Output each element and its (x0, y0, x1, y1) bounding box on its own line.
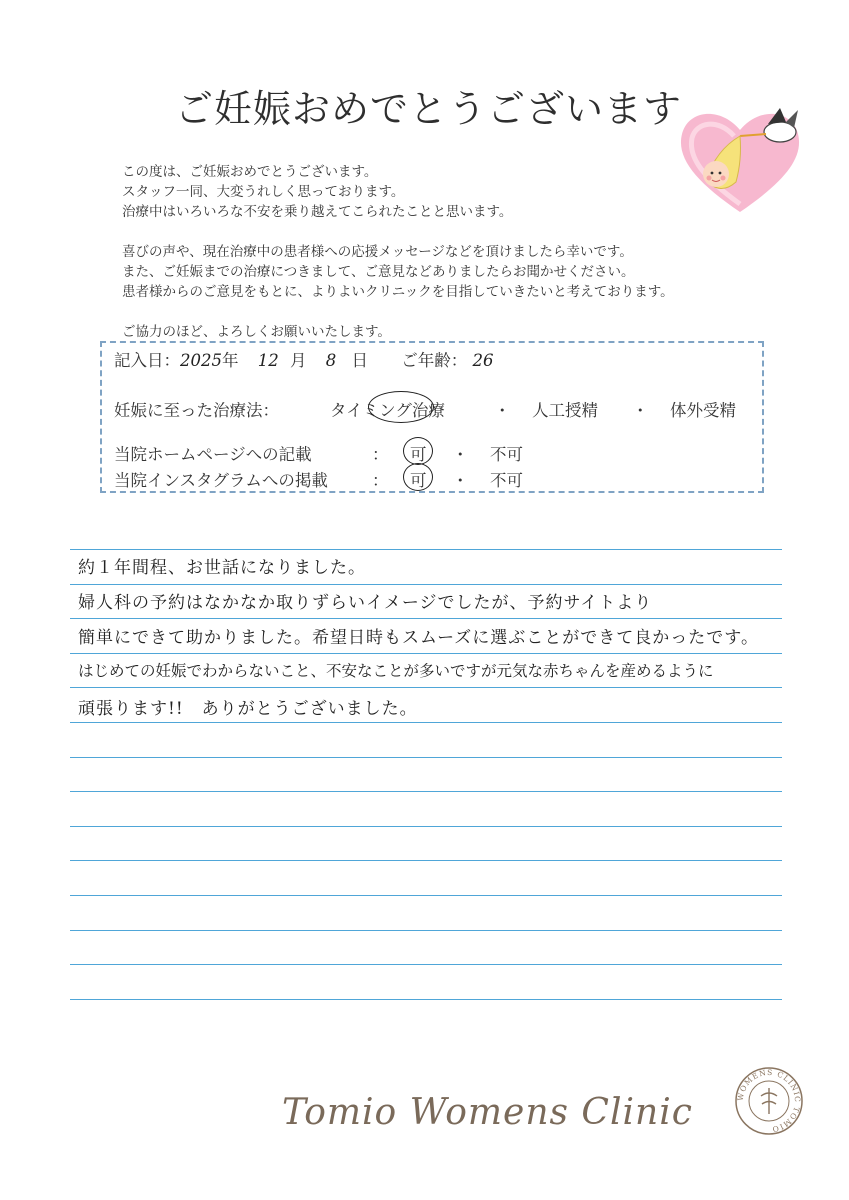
intro-closing: ご協力のほど、よろしくお願いいたします。 (122, 324, 391, 340)
message-line: 簡単にできて助かりました。希望日時もスムーズに選ぶことができて良かったです。 (78, 628, 759, 648)
instagram-label: 当院インスタグラムへの掲載 (114, 471, 328, 490)
questionnaire-box (100, 341, 764, 493)
ruled-line (70, 653, 782, 654)
separator: ・ (452, 471, 469, 490)
date-month[interactable]: 12 (257, 351, 279, 370)
intro-line: 治療中はいろいろな不安を乗り越えてこられたことと思います。 (122, 204, 513, 220)
message-line: 約１年間程、お世話になりました。 (78, 558, 366, 578)
age-label: ご年齢： (401, 351, 468, 370)
colon: ： (372, 445, 389, 464)
message-line: はじめての妊娠でわからないこと、不安なことが多いですが元気な赤ちゃんを産めるように (78, 662, 714, 680)
intro-line: また、ご妊娠までの治療につきまして、ご意見などありましたらお聞かせください。 (122, 264, 635, 280)
year-unit: 年 (222, 351, 239, 370)
day-unit: 日 (351, 351, 368, 370)
treatment-option-timing[interactable]: タイミング治療 (330, 401, 445, 420)
separator: ・ (452, 445, 469, 464)
message-line: 婦人科の予約はなかなか取りずらいイメージでしたが、予約サイトより (78, 593, 653, 613)
instagram-row (114, 467, 754, 489)
ruled-line (70, 895, 782, 896)
intro-line: スタッフ一同、大変うれしく思っております。 (122, 184, 405, 200)
homepage-option-deny[interactable]: 不可 (490, 445, 523, 464)
ruled-line (70, 999, 782, 1000)
date-day[interactable]: 8 (325, 351, 337, 370)
selection-circle (368, 391, 434, 423)
svg-text:WOMENS CLINIC TOMIO: WOMENS CLINIC TOMIO (735, 1067, 803, 1134)
colon: ： (372, 471, 389, 490)
instagram-option-deny[interactable]: 不可 (490, 471, 523, 490)
ruled-line (70, 549, 782, 550)
homepage-option-allow[interactable]: 可 (410, 445, 427, 464)
age-value[interactable]: 26 (472, 351, 494, 370)
treatment-option-ivf[interactable]: 体外受精 (670, 401, 736, 420)
treatment-option-artificial-insemination[interactable]: 人工授精 (532, 401, 598, 420)
ruled-line (70, 930, 782, 931)
selection-circle (403, 463, 433, 491)
page-title: ご妊娠おめでとうございます (175, 87, 683, 131)
date-label: 記入日： (114, 351, 180, 370)
treatment-label: 妊娠に至った治療法： (114, 401, 279, 420)
ruled-line (70, 791, 782, 792)
clinic-seal-logo (734, 1066, 804, 1136)
date-row (114, 347, 494, 371)
selection-circle (403, 437, 433, 465)
separator: ・ (632, 401, 649, 420)
message-area[interactable] (70, 549, 782, 1029)
ruled-line (70, 584, 782, 585)
ruled-line (70, 964, 782, 965)
homepage-row (114, 441, 754, 463)
intro-text (122, 162, 762, 342)
date-year[interactable]: 2025 (180, 351, 222, 370)
intro-line: この度は、ご妊娠おめでとうございます。 (122, 164, 378, 180)
instagram-option-allow[interactable]: 可 (410, 471, 427, 490)
ruled-line (70, 860, 782, 861)
clinic-name: Tomio Womens Clinic (282, 1092, 693, 1133)
ruled-line (70, 722, 782, 723)
separator: ・ (494, 401, 511, 420)
intro-line: 患者様からのご意見をもとに、よりよいクリニックを目指していきたいと考えております。 (122, 284, 674, 300)
message-line: 頑張ります!! ありがとうございました。 (78, 699, 418, 719)
treatment-row (114, 397, 754, 421)
intro-line: 喜びの声や、現在治療中の患者様への応援メッセージなどを頂けましたら幸いです。 (122, 244, 633, 260)
ruled-line (70, 757, 782, 758)
homepage-label: 当院ホームページへの記載 (114, 445, 312, 464)
ruled-line (70, 687, 782, 688)
month-unit: 月 (290, 351, 307, 370)
ruled-line (70, 826, 782, 827)
ruled-line (70, 618, 782, 619)
